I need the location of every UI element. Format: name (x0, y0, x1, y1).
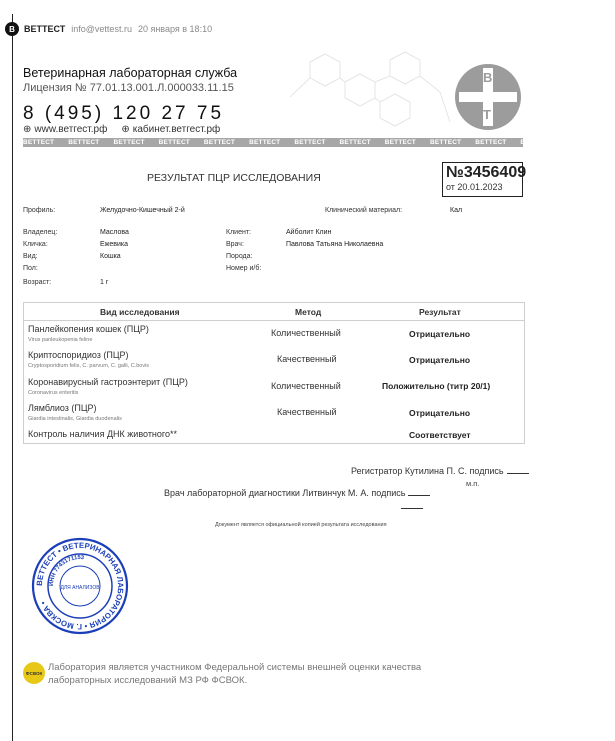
test-result: Отрицательно (409, 408, 471, 418)
seal-ring-text: ВЕТТЕСТ • ВЕТЕРИНАРНАЯ ЛАБОРАТОРИЯ • Г. МОСКВА • (34, 540, 126, 632)
mail-header (5, 21, 218, 37)
nick-value: Ежевика (100, 241, 128, 248)
results-table (23, 302, 525, 444)
sex-label: Пол: (23, 265, 38, 272)
license-text: Лицензия № 77.01.13.001.Л.000033.11.15 (23, 82, 234, 94)
brand-band: ВЕТТЕСТ ВЕТТЕСТ ВЕТТЕСТ ВЕТТЕСТ ВЕТТЕСТ ВЕТТЕСТ ВЕТТЕСТ ВЕТТЕСТ ВЕТТЕСТ ВЕТТЕСТ ВЕТТЕСТ ВЕТТЕСТ ВЕТТЕСТ (23, 139, 597, 146)
registrar-signature: Регистратор Кутилина П. С. подпись (351, 466, 529, 476)
report-number-box (442, 162, 527, 197)
globe-icon: ⊕ (121, 124, 130, 135)
test-name: Криптоспоридиоз (ПЦР) (28, 350, 129, 360)
material-label: Клинический материал: (325, 207, 403, 214)
profile-label: Профиль: (23, 207, 56, 214)
signature-line (401, 508, 423, 509)
test-result: Соответствует (409, 430, 471, 440)
stamp-place-label: м.п. (466, 479, 480, 488)
profile-value: Желудочно-Кишечный 2-й (100, 207, 185, 214)
client-value: Айболит Клин (286, 229, 332, 236)
footer-note: Лаборатория является участником Федеральной системы внешней оценки качества лабораторных исследований МЗ РФ ФСВОК. (48, 662, 422, 686)
test-name: Коронавирусный гастроэнтерит (ПЦР) (28, 377, 188, 387)
owner-value: Маслова (100, 229, 129, 236)
doctor-signature: Врач лабораторной диагностики Литвинчук М. А. подпись (164, 488, 430, 498)
test-method: Количественный (271, 328, 341, 338)
client-label: Клиент: (226, 229, 251, 236)
age-value: 1 г (100, 279, 109, 286)
vettest-logo: В Т Е С Т (455, 64, 521, 130)
col-header-result: Результат (419, 307, 461, 317)
age-label: Возраст: (23, 279, 52, 286)
test-sub: Coronavirus enteritis (28, 390, 79, 396)
mail-date: 20 января в 18:10 (137, 24, 213, 34)
test-method: Количественный (271, 381, 341, 391)
sender-name[interactable]: ВЕТТЕСТ (24, 24, 66, 34)
nick-label: Кличка: (23, 241, 48, 248)
species-value: Кошка (100, 253, 121, 260)
tag-label: Номер и/б: (226, 265, 262, 272)
test-name: Панлейкопения кошек (ПЦР) (28, 324, 149, 334)
doctor-label: Врач: (226, 241, 244, 248)
seal-center-text: ДЛЯ АНАЛИЗОВ (60, 585, 100, 591)
thread-line (12, 14, 13, 741)
test-result: Отрицательно (409, 329, 471, 339)
breed-label: Порода: (226, 253, 253, 260)
site-link[interactable]: ⊕ www.ветгест.рф (23, 124, 108, 135)
col-header-test: Вид исследования (100, 307, 180, 317)
report-date: от 20.01.2023 (446, 182, 503, 192)
seal-inn-text: ИНН 7743171153 (48, 554, 85, 587)
test-result: Отрицательно (409, 355, 471, 365)
lab-seal-stamp (30, 536, 130, 636)
report-number: №3456409 (446, 164, 527, 181)
test-sub: Virus panleukopenia feline (28, 337, 93, 343)
test-sub: Giardia intestinalis, Giardia duodenalis (28, 416, 122, 422)
doctor-value: Павлова Татьяна Николаевна (286, 241, 384, 248)
col-header-method: Метод (295, 307, 322, 317)
test-sub: Cryptosporidium felis, C. parvum, C. galli, C.bovis (28, 363, 150, 369)
cabinet-link[interactable]: ⊕ кабинет.ветгест.рф (121, 124, 221, 135)
test-name: Лямблиоз (ПЦР) (28, 403, 97, 413)
test-result: Положительно (титр 20/1) (382, 381, 491, 391)
web-links (23, 124, 220, 135)
phone-number[interactable]: 8 (495) 120 27 75 (23, 103, 225, 124)
owner-label: Владелец: (23, 229, 58, 236)
test-name: Контроль наличия ДНК животного** (28, 429, 178, 439)
sender-email[interactable]: info@vettest.ru (71, 24, 132, 34)
species-label: Вид: (23, 253, 38, 260)
globe-icon: ⊕ (23, 124, 32, 135)
test-method: Качественный (277, 407, 337, 417)
sender-avatar[interactable]: В (5, 22, 19, 36)
report-title: РЕЗУЛЬТАТ ПЦР ИССЛЕДОВАНИЯ (147, 172, 321, 184)
fsvok-logo: ФСВОК (23, 662, 45, 684)
official-copy-note: Документ является официальной копией результата исследования (215, 522, 387, 528)
org-name: Ветеринарная лабораторная служба (23, 66, 238, 80)
test-method: Качественный (277, 354, 337, 364)
material-value: Кал (450, 207, 463, 214)
